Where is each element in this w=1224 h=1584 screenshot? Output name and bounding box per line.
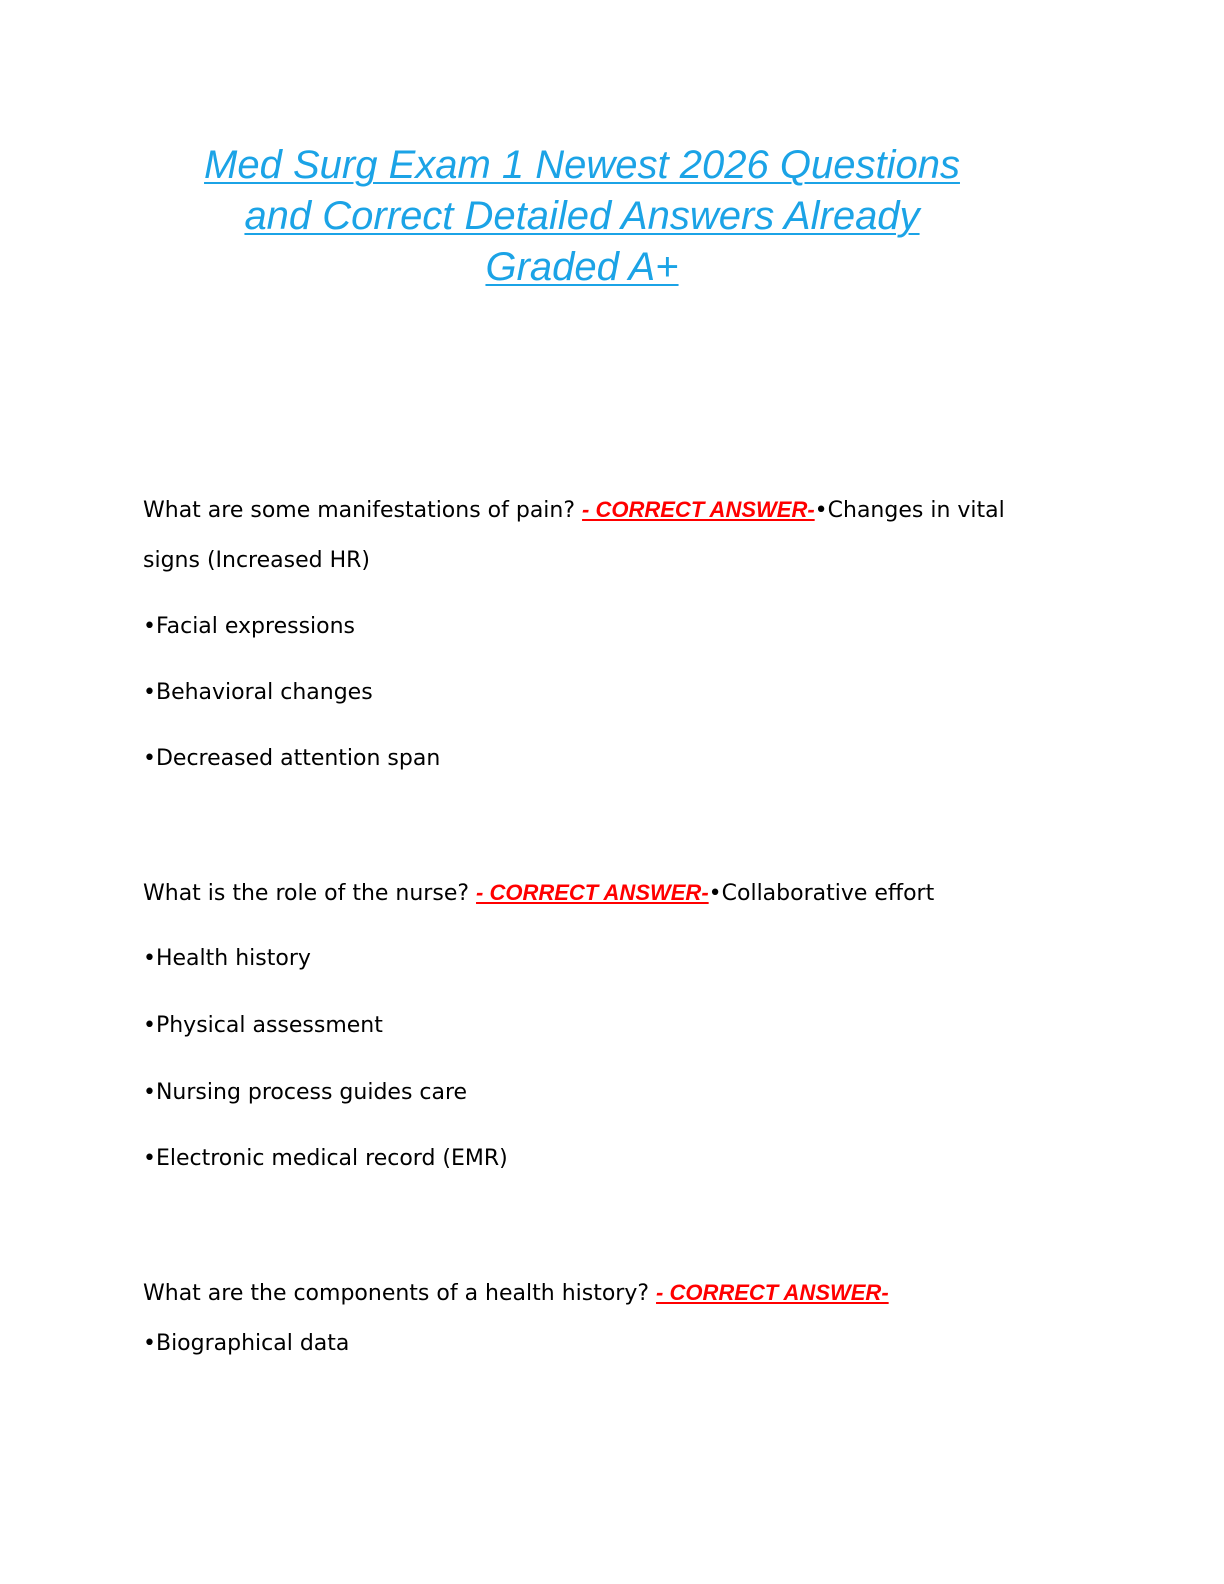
- answer-bullet: •Biographical data: [143, 1331, 350, 1356]
- answer-bullet: •Health history: [143, 946, 311, 971]
- answer-continuation: signs (Increased HR): [143, 548, 370, 573]
- title-line-1: Med Surg Exam 1 Newest 2026 Questions: [204, 143, 960, 187]
- correct-answer-label: - CORRECT ANSWER-: [476, 880, 709, 905]
- question-3: [143, 1278, 889, 1309]
- answer-text: •Collaborative effort: [708, 881, 935, 906]
- question-2: [143, 878, 934, 909]
- answer-text: •Changes in vital: [814, 498, 1005, 523]
- question-text: What is the role of the nurse?: [143, 881, 477, 906]
- answer-bullet: •Physical assessment: [143, 1013, 383, 1038]
- answer-bullet: •Nursing process guides care: [143, 1080, 468, 1105]
- title-line-3: Graded A+: [485, 245, 679, 289]
- question-text: What are the components of a health history?: [143, 1281, 657, 1306]
- correct-answer-label: - CORRECT ANSWER-: [582, 497, 815, 522]
- answer-bullet: •Facial expressions: [143, 614, 356, 639]
- question-1: [143, 495, 1005, 526]
- answer-bullet: •Electronic medical record (EMR): [143, 1146, 508, 1171]
- answer-bullet: •Behavioral changes: [143, 680, 373, 705]
- correct-answer-label: - CORRECT ANSWER-: [656, 1280, 889, 1305]
- title-line-2: and Correct Detailed Answers Already: [244, 194, 920, 238]
- question-text: What are some manifestations of pain?: [143, 498, 583, 523]
- answer-bullet: •Decreased attention span: [143, 746, 441, 771]
- document-title: [130, 140, 1034, 293]
